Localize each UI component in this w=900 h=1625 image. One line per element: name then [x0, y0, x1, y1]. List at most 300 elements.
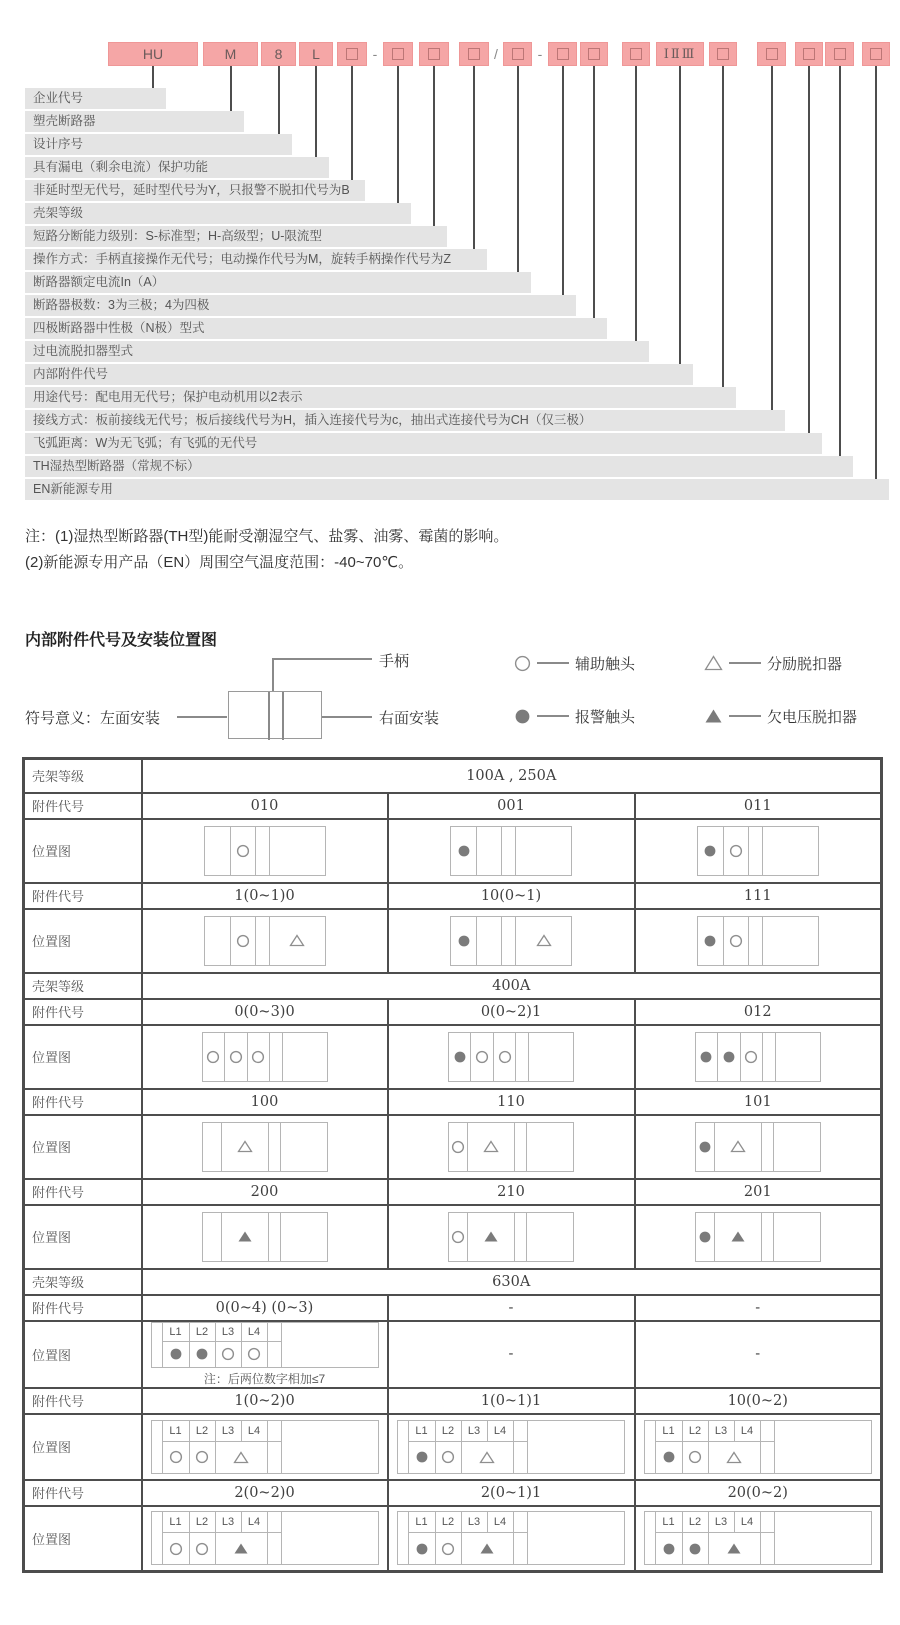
aux-contact-symbol	[206, 1050, 220, 1064]
diagram-slot	[216, 1533, 268, 1564]
diagram-slot	[190, 1533, 216, 1564]
designation-label: 过电流脱扣器型式	[25, 341, 649, 362]
accessory-code-cell: 010	[142, 793, 388, 819]
placeholder-square-icon	[717, 48, 729, 60]
leader-line	[177, 716, 227, 718]
table-row	[24, 793, 882, 819]
aux-contact-symbol	[236, 844, 250, 858]
designation-label: 飞弧距离：W为无飞弧；有飞弧的无代号	[25, 433, 822, 454]
designation-label: 内部附件代号	[25, 364, 693, 385]
position-diagram	[450, 916, 572, 966]
legend-item	[704, 654, 842, 672]
position-diagram	[204, 826, 326, 876]
row-header-cell: 位置图	[24, 1205, 142, 1269]
diagram-slot	[527, 1123, 573, 1171]
position-diagram	[151, 1322, 387, 1387]
diagram-slot	[709, 1533, 761, 1564]
right-mount-label: 右面安装	[379, 710, 440, 727]
aux-contact-symbol	[251, 1050, 265, 1064]
legend-dash	[729, 715, 761, 717]
legend-item	[704, 707, 857, 725]
row-header-cell: 附件代号	[24, 1480, 142, 1506]
designation-label: 用途代号：配电用无代号；保护电动机用以2表示	[25, 387, 736, 408]
pole-header: L2	[436, 1512, 462, 1532]
diagram-slot	[205, 917, 231, 965]
aux-contact-symbol	[729, 934, 743, 948]
diagram-slot	[749, 827, 763, 875]
aux-contact-symbol	[688, 1450, 702, 1464]
handle-leader-horizontal	[272, 658, 372, 660]
table-row	[24, 1179, 882, 1205]
aux-contact-symbol	[441, 1450, 455, 1464]
connector-line	[397, 65, 399, 205]
connector-line	[771, 65, 773, 412]
diagram-slot	[449, 1213, 468, 1261]
diagram-slot	[683, 1442, 709, 1473]
diagram-slot	[516, 1033, 529, 1081]
diagram-slot	[718, 1033, 741, 1081]
table-row	[24, 1089, 882, 1115]
diagram-slot	[163, 1342, 190, 1367]
placeholder-square-icon	[870, 48, 882, 60]
pole-header: L1	[656, 1512, 683, 1532]
diagram-slot	[715, 1213, 762, 1261]
undervoltage-release-symbol	[726, 1542, 742, 1555]
accessory-code-cell: 200	[142, 1179, 388, 1205]
position-diagram	[202, 1212, 328, 1262]
frame-level-cell: 400A	[142, 973, 882, 999]
legend	[0, 645, 900, 755]
pole-header: L4	[735, 1512, 761, 1532]
designation-label: 壳架等级	[25, 203, 411, 224]
diagram-slot	[449, 1123, 468, 1171]
diagram-slot	[477, 827, 502, 875]
accessory-code-cell: 100	[142, 1089, 388, 1115]
row-header-cell: 壳架等级	[24, 1269, 142, 1295]
breaker-outline	[644, 1420, 872, 1474]
diagram-slot	[696, 1033, 718, 1081]
model-code-box	[337, 42, 367, 66]
alarm-contact-symbol	[457, 844, 471, 858]
diagram-slot	[515, 1213, 527, 1261]
designation-label: TH湿热型断路器（常规不标）	[25, 456, 853, 477]
accessory-code-cell: 0(0~3)0	[142, 999, 388, 1025]
alarm-contact-symbol	[169, 1347, 183, 1361]
table-row	[24, 1115, 882, 1179]
row-header-cell: 附件代号	[24, 1179, 142, 1205]
connector-line	[230, 65, 232, 113]
aux-contact-symbol	[441, 1542, 455, 1556]
pole-header: L2	[683, 1512, 709, 1532]
alarm-contact-symbol	[698, 1230, 712, 1244]
row-header-cell: 附件代号	[24, 883, 142, 909]
diagram-slot	[163, 1533, 190, 1564]
accessory-table	[22, 757, 883, 1573]
pole-header: L2	[190, 1323, 216, 1341]
diagram-slot	[774, 1123, 820, 1171]
position-diagram	[695, 1122, 821, 1172]
model-code-box	[622, 42, 650, 66]
position-diagram	[202, 1032, 328, 1082]
alarm-contact-symbol	[662, 1542, 676, 1556]
diagram-slot	[741, 1033, 763, 1081]
diagram-slot	[763, 827, 818, 875]
position-diagram-cell	[142, 909, 388, 973]
model-code-box	[825, 42, 854, 66]
undervoltage-release-symbol	[233, 1542, 249, 1555]
table-row	[24, 1480, 882, 1506]
model-code-box	[580, 42, 608, 66]
diagram-slot	[762, 1213, 774, 1261]
placeholder-square-icon	[630, 48, 642, 60]
position-diagram	[644, 1420, 881, 1474]
accessory-code-cell: 210	[388, 1179, 635, 1205]
position-diagram-cell	[142, 819, 388, 883]
position-diagram-cell	[142, 1321, 388, 1388]
position-diagram-cell	[388, 1321, 635, 1388]
diagram-slot	[696, 1123, 715, 1171]
position-diagram	[697, 916, 819, 966]
accessory-code-cell: 10(0~2)	[635, 1388, 882, 1414]
diagram-slot	[248, 1033, 270, 1081]
model-code-box	[757, 42, 786, 66]
position-diagram	[397, 1511, 634, 1565]
diagram-slot	[256, 827, 270, 875]
model-code-box	[795, 42, 823, 66]
diagram-slot	[269, 1123, 281, 1171]
diagram-note: 注：后两位数字相加≤7	[203, 1371, 326, 1386]
table-row	[24, 1321, 882, 1388]
position-diagram-cell	[388, 1205, 635, 1269]
table-row	[24, 1295, 882, 1321]
table-row	[24, 819, 882, 883]
designation-label: EN新能源专用	[25, 479, 889, 500]
aux-contact-symbol	[247, 1347, 261, 1361]
diagram-slot	[477, 917, 502, 965]
notes	[25, 524, 508, 576]
note-line-2: (2)新能源专用产品（EN）周围空气温度范围：-40~70℃。	[25, 554, 414, 571]
diagram-slot	[190, 1342, 216, 1367]
designation-label: 非延时型无代号，延时型代号为Y，只报警不脱扣代号为B	[25, 180, 365, 201]
placeholder-square-icon	[803, 48, 815, 60]
pole-header: L3	[709, 1512, 735, 1532]
diagram-slot	[270, 827, 325, 875]
diagram-slot	[231, 917, 256, 965]
accessory-code-cell: -	[388, 1295, 635, 1321]
accessory-code-cell: 101	[635, 1089, 882, 1115]
aux-contact-symbol	[195, 1450, 209, 1464]
model-code-box	[419, 42, 449, 66]
diagram-slot	[494, 1033, 516, 1081]
aux-contact-symbol	[169, 1542, 183, 1556]
position-diagram-cell	[635, 819, 882, 883]
accessory-code-cell: 0(0~2)1	[388, 999, 635, 1025]
diagram-slot	[462, 1442, 514, 1473]
shunt-release-symbol	[237, 1140, 253, 1153]
diagram-slot	[502, 827, 516, 875]
diagram-slot	[451, 917, 477, 965]
connector-line	[473, 65, 475, 251]
connector-line	[808, 65, 810, 435]
connector-line	[315, 65, 317, 159]
diagram-slot	[281, 1123, 327, 1171]
placeholder-square-icon	[588, 48, 600, 60]
legend-dash	[537, 662, 569, 664]
accessory-code-cell: 1(0~1)1	[388, 1388, 635, 1414]
aux-contact-symbol	[451, 1140, 465, 1154]
table-row	[24, 1506, 882, 1572]
position-diagram-cell	[388, 1115, 635, 1179]
pole-header: L1	[409, 1512, 436, 1532]
position-diagram	[450, 826, 572, 876]
alarm-contact-symbol	[722, 1050, 736, 1064]
designation-label: 断路器额定电流In（A）	[25, 272, 531, 293]
diagram-slot	[749, 917, 763, 965]
shunt-release-symbol	[233, 1451, 249, 1464]
position-diagram	[448, 1122, 574, 1172]
table-row	[24, 909, 882, 973]
diagram-slot	[774, 1213, 820, 1261]
designation-label: 设计序号	[25, 134, 292, 155]
aux-contact-symbol	[195, 1542, 209, 1556]
diagram-slot	[515, 1123, 527, 1171]
diagram-slot	[516, 917, 571, 965]
aux-contact-symbol	[475, 1050, 489, 1064]
position-diagram-cell	[142, 1205, 388, 1269]
diagram-slot	[216, 1342, 242, 1367]
symbol-meaning-label: 符号意义：左面安装	[25, 710, 161, 727]
pole-header	[761, 1512, 775, 1532]
diagram-slot	[502, 917, 516, 965]
pole-header: L1	[409, 1421, 436, 1441]
shunt-release-symbol	[479, 1451, 495, 1464]
row-header-cell: 壳架等级	[24, 759, 142, 793]
diagram-slot	[203, 1033, 225, 1081]
pole-header: L3	[216, 1421, 242, 1441]
aux-contact-symbol	[744, 1050, 758, 1064]
designation-label: 企业代号	[25, 88, 166, 109]
accessory-code-cell: 110	[388, 1089, 635, 1115]
table-row	[24, 1205, 882, 1269]
connector-line	[517, 65, 519, 274]
aux-contact-symbol	[498, 1050, 512, 1064]
connector-line	[278, 65, 280, 136]
diagram-slot	[283, 1033, 327, 1081]
undervoltage-release-symbol	[704, 708, 723, 724]
alarm-contact-symbol	[703, 844, 717, 858]
table-row	[24, 1414, 882, 1480]
breaker-outline	[397, 1511, 625, 1565]
pole-header: L1	[163, 1323, 190, 1341]
undervoltage-release-symbol	[479, 1542, 495, 1555]
dash-placeholder: -	[508, 1346, 514, 1362]
shunt-release-symbol	[726, 1451, 742, 1464]
diagram-slot	[656, 1533, 683, 1564]
accessory-code-cell: 10(0~1)	[388, 883, 635, 909]
diagram-slot	[436, 1533, 462, 1564]
diagram-slot	[724, 827, 749, 875]
position-diagram	[695, 1212, 821, 1262]
row-header-cell: 附件代号	[24, 1388, 142, 1414]
pole-header: L3	[216, 1512, 242, 1532]
pole-header: L4	[488, 1421, 514, 1441]
position-diagram	[697, 826, 819, 876]
accessory-table-body	[24, 759, 882, 1572]
pole-header	[514, 1421, 528, 1441]
aux-contact-symbol	[729, 844, 743, 858]
model-code-box	[383, 42, 413, 66]
position-diagram-cell	[142, 1025, 388, 1089]
shunt-release-symbol	[289, 934, 305, 947]
pole-header: L3	[462, 1421, 488, 1441]
separator: -	[372, 46, 378, 62]
separator: -	[537, 46, 543, 62]
connector-line	[839, 65, 841, 458]
table-row	[24, 1025, 882, 1089]
aux-contact-symbol	[451, 1230, 465, 1244]
position-diagram	[151, 1420, 387, 1474]
frame-level-cell: 630A	[142, 1269, 882, 1295]
accessory-code-cell: -	[635, 1295, 882, 1321]
breaker-outline	[151, 1322, 379, 1368]
alarm-contact-symbol	[514, 708, 531, 725]
model-code-box: ⅠⅡⅢ	[656, 42, 704, 66]
diagram-slot	[468, 1123, 515, 1171]
alarm-contact-symbol	[688, 1542, 702, 1556]
connector-line	[152, 65, 154, 90]
diagram-slot	[268, 1442, 282, 1473]
dash-placeholder: -	[755, 1346, 761, 1362]
position-diagram-cell	[635, 909, 882, 973]
diagram-slot	[225, 1033, 248, 1081]
separator: /	[494, 46, 498, 62]
shunt-release-symbol	[483, 1140, 499, 1153]
alarm-contact-symbol	[662, 1450, 676, 1464]
position-diagram	[644, 1511, 881, 1565]
legend-item-label: 欠电压脱扣器	[767, 708, 858, 726]
diagram-slot	[709, 1442, 761, 1473]
accessory-code-cell: 0(0~4) (0~3)	[142, 1295, 388, 1321]
aux-contact-symbol	[514, 655, 531, 672]
accessory-code-cell: 20(0~2)	[635, 1480, 882, 1506]
placeholder-square-icon	[468, 48, 480, 60]
model-code-box: HU	[108, 42, 198, 66]
row-header-cell: 位置图	[24, 1025, 142, 1089]
placeholder-square-icon	[512, 48, 524, 60]
diagram-slot	[281, 1213, 327, 1261]
diagram-slot	[190, 1442, 216, 1473]
diagram-slot	[529, 1033, 573, 1081]
pole-header: L4	[242, 1421, 268, 1441]
pole-header: L3	[709, 1421, 735, 1441]
diagram-slot	[724, 917, 749, 965]
table-row	[24, 759, 882, 793]
position-diagram-cell	[142, 1115, 388, 1179]
designation-label: 断路器极数：3为三极；4为四极	[25, 295, 576, 316]
row-header-cell: 附件代号	[24, 793, 142, 819]
alarm-contact-symbol	[699, 1050, 713, 1064]
position-diagram-cell	[388, 1506, 635, 1572]
diagram-slot	[763, 1033, 776, 1081]
position-diagram-cell	[635, 1414, 882, 1480]
aux-contact-symbol	[236, 934, 250, 948]
position-diagram	[204, 916, 326, 966]
pole-header: L4	[242, 1323, 268, 1341]
diagram-slot	[514, 1442, 528, 1473]
position-diagram	[397, 1420, 634, 1474]
accessory-code-cell: 111	[635, 883, 882, 909]
pole-header: L2	[683, 1421, 709, 1441]
model-code-box: M	[203, 42, 258, 66]
shunt-release-symbol	[536, 934, 552, 947]
pole-header	[268, 1512, 282, 1532]
designation-label: 短路分断能力级别：S-标准型；H-高级型；U-限流型	[25, 226, 447, 247]
diagram-slot	[527, 1213, 573, 1261]
right-leader-line	[322, 716, 372, 718]
row-header-cell: 附件代号	[24, 1089, 142, 1115]
row-header-cell: 位置图	[24, 1115, 142, 1179]
diagram-slot	[409, 1442, 436, 1473]
diagram-slot	[715, 1123, 762, 1171]
pole-header: L4	[488, 1512, 514, 1532]
section-title: 内部附件代号及安装位置图	[25, 632, 218, 649]
connector-line	[351, 65, 353, 182]
diagram-slot	[762, 1123, 774, 1171]
position-diagram-cell	[635, 1025, 882, 1089]
model-code-box	[503, 42, 532, 66]
diagram-slot	[222, 1213, 269, 1261]
shunt-release-symbol	[730, 1140, 746, 1153]
diagram-slot	[231, 827, 256, 875]
diagram-slot	[761, 1533, 775, 1564]
alarm-contact-symbol	[457, 934, 471, 948]
row-header-cell: 位置图	[24, 1506, 142, 1572]
legend-dash	[537, 715, 569, 717]
diagram-slot	[763, 917, 818, 965]
accessory-code-cell: 1(0~2)0	[142, 1388, 388, 1414]
placeholder-square-icon	[428, 48, 440, 60]
position-diagram	[448, 1212, 574, 1262]
position-diagram-cell	[142, 1506, 388, 1572]
position-diagram	[448, 1032, 574, 1082]
position-diagram-cell	[388, 909, 635, 973]
diagram-slot	[451, 827, 477, 875]
compartment-divider	[268, 692, 270, 740]
diagram-slot	[683, 1533, 709, 1564]
designation-label: 操作方式：手柄直接操作无代号；电动操作代号为M，旋转手柄操作代号为Z	[25, 249, 487, 270]
aux-contact-symbol	[169, 1450, 183, 1464]
diagram-slot	[468, 1213, 515, 1261]
position-diagram-cell	[635, 1115, 882, 1179]
table-row	[24, 1388, 882, 1414]
diagram-slot	[761, 1442, 775, 1473]
shunt-release-symbol	[704, 655, 723, 671]
row-header-cell: 位置图	[24, 1414, 142, 1480]
accessory-code-cell: 012	[635, 999, 882, 1025]
placeholder-square-icon	[557, 48, 569, 60]
legend-item-label: 分励脱扣器	[767, 655, 843, 673]
position-diagram-cell	[388, 1025, 635, 1089]
breaker-outline	[397, 1420, 625, 1474]
connector-line	[433, 65, 435, 228]
position-diagram-cell	[388, 1414, 635, 1480]
row-header-cell: 位置图	[24, 819, 142, 883]
pole-header: L1	[656, 1421, 683, 1441]
diagram-slot	[462, 1533, 514, 1564]
row-header-cell: 附件代号	[24, 999, 142, 1025]
pole-header: L3	[216, 1323, 242, 1341]
diagram-slot	[269, 1213, 281, 1261]
